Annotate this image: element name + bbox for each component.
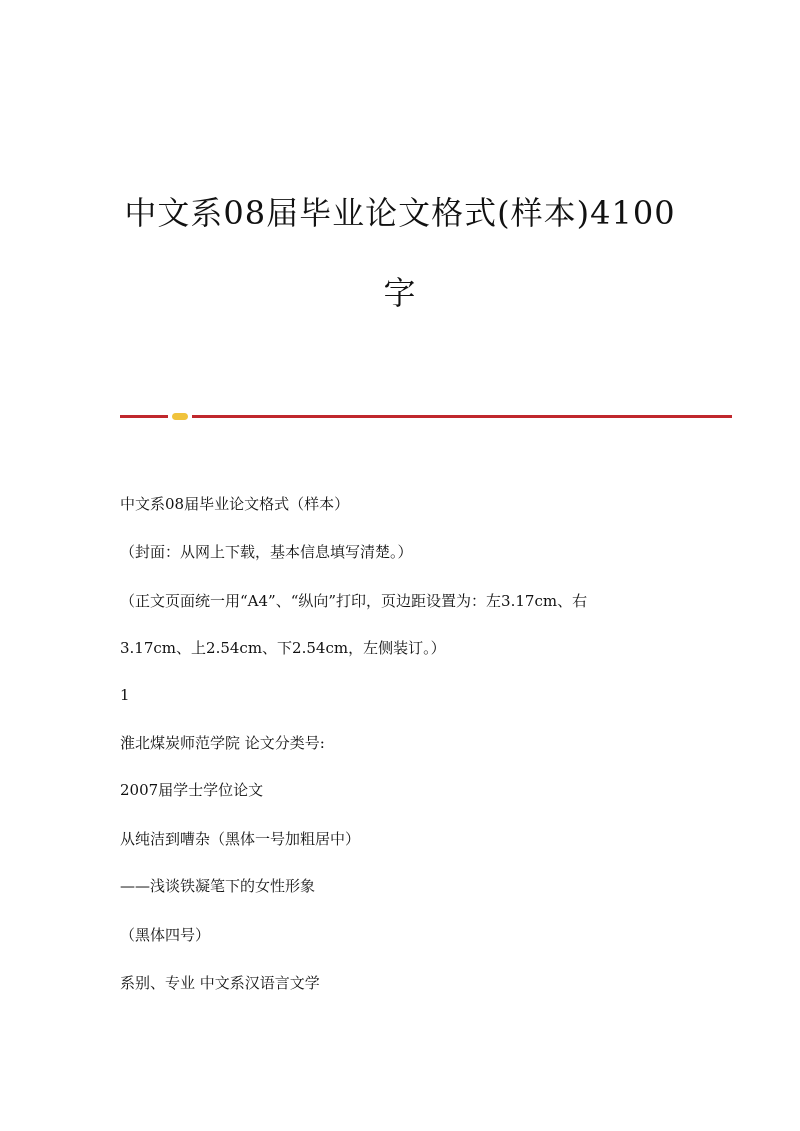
paragraph-thesis-title: 从纯洁到嘈杂（黑体一号加粗居中） xyxy=(120,830,361,848)
paragraph-thesis-type: 2007届学士学位论文 xyxy=(120,781,264,799)
document-title-line-2: 字 xyxy=(383,274,417,312)
title-divider xyxy=(120,413,732,421)
paragraph-cover-note: （封面：从网上下载，基本信息填写清楚。） xyxy=(120,543,413,561)
paragraph-institution: 淮北煤炭师范学院 论文分类号: xyxy=(120,734,325,752)
paragraph-format-heading: 中文系08届毕业论文格式（样本） xyxy=(120,495,350,513)
page-number: 1 xyxy=(120,686,130,704)
paragraph-department-major: 系别、专业 中文系汉语言文学 xyxy=(120,974,320,992)
document-title-line-1: 中文系08届毕业论文格式(样本)4100 xyxy=(124,194,676,232)
paragraph-thesis-subtitle: ——浅谈铁凝笔下的女性形象 xyxy=(120,877,316,895)
paragraph-page-setup-line-1: （正文页面统一用“A4”、“纵向”打印，页边距设置为：左3.17cm、右 xyxy=(120,592,588,610)
paragraph-page-setup-line-2: 3.17cm、上2.54cm、下2.54cm，左侧装订。） xyxy=(120,639,446,657)
divider-bar-right xyxy=(192,415,732,418)
divider-ornament-icon xyxy=(172,413,188,420)
divider-bar-left xyxy=(120,415,168,418)
paragraph-font-note: （黑体四号） xyxy=(120,926,211,944)
